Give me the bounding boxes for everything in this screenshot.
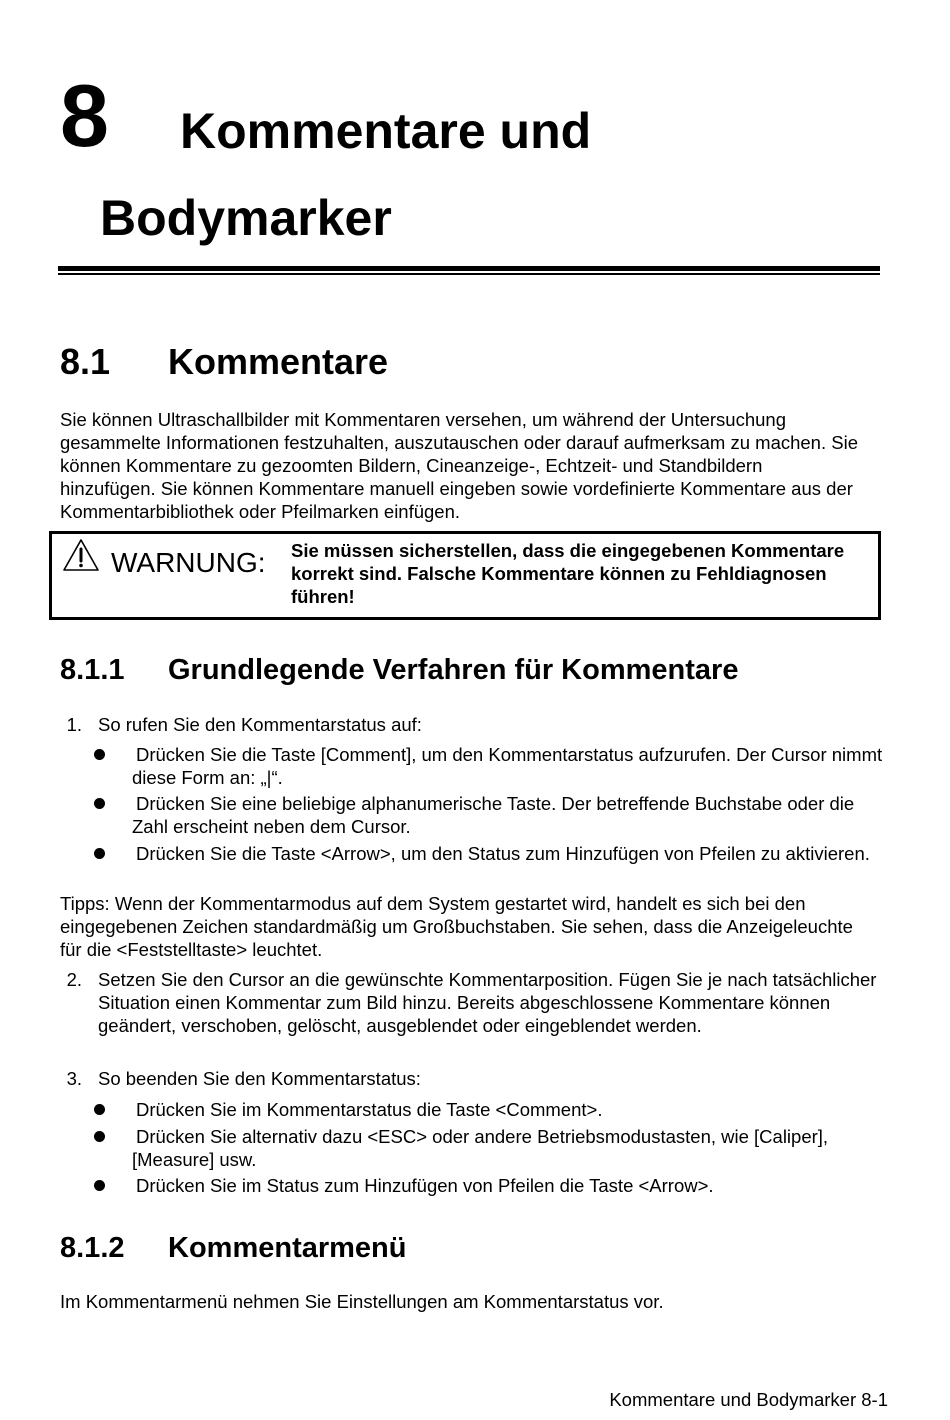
- step-1-text: So rufen Sie den Kommentarstatus auf:: [98, 714, 422, 735]
- section-8-1-2-number: 8.1.2: [60, 1232, 125, 1264]
- section-8-1-number: 8.1: [60, 341, 111, 382]
- chapter-rule-thin: [58, 273, 880, 275]
- step-3-number: 3.: [66, 1068, 82, 1089]
- step-2-number: 2.: [66, 969, 82, 990]
- chapter-number: 8: [60, 66, 109, 165]
- step-3-text: So beenden Sie den Kommentarstatus:: [98, 1068, 421, 1089]
- bullet-icon: [94, 1131, 105, 1142]
- bullet-icon: [94, 848, 105, 859]
- section-8-1-2-text: Im Kommentarmenü nehmen Sie Einstellungen am Kommentarstatus vor.: [60, 1291, 664, 1312]
- warning-label: WARNUNG:: [111, 547, 266, 578]
- bullet-icon: [94, 749, 105, 760]
- tips-text: Tipps: Wenn der Kommentarmodus auf dem System gestartet wird, handelt es sich bei den eingegebenen Zeichen standardmäßig um Großbuchstaben. Sie sehen, dass die Anzeigeleuchte für die <Feststelltaste> leuchtet.: [60, 893, 853, 960]
- step-1-bullet-3: Drücken Sie die Taste <Arrow>, um den Status zum Hinzufügen von Pfeilen zu aktivieren.: [136, 843, 870, 864]
- section-8-1-1-number: 8.1.1: [60, 654, 125, 686]
- bullet-icon: [94, 798, 105, 809]
- bullet-icon: [94, 1104, 105, 1115]
- section-8-1-title: Kommentare: [168, 341, 389, 382]
- section-8-1-intro: Sie können Ultraschallbilder mit Kommentaren versehen, um während der Untersuchung gesammelte Informationen festzuhalten, auszutauschen oder darauf aufmerksam zu machen. Sie können Kommentare zu gezoomten Bildern, Cineanzeige-, Echtzeit- und Standbildern hinzufügen. Sie können Kommentare manuell eingeben sowie vordefinierte Kommentare aus der Kommentarbibliothek oder Pfeilmarken einfügen.: [60, 409, 858, 522]
- step-2-text: Setzen Sie den Cursor an die gewünschte Kommentarposition. Fügen Sie je nach tatsächlicher Situation einen Kommentar zum Bild hinzu. Bereits abgeschlossene Kommentare können geändert, verschoben, gelöscht, ausgeblendet oder eingeblendet werden.: [98, 969, 877, 1036]
- step-1-bullet-2: Drücken Sie eine beliebige alphanumerische Taste. Der betreffende Buchstabe oder die Zahl erscheint neben dem Cursor.: [132, 793, 855, 837]
- bullet-icon: [94, 1180, 105, 1191]
- page-footer: Kommentare und Bodymarker 8-1: [609, 1389, 888, 1410]
- section-8-1-2-title: Kommentarmenü: [168, 1232, 407, 1264]
- step-3-bullet-2: Drücken Sie alternativ dazu <ESC> oder andere Betriebsmodustasten, wie [Caliper], [Measure] usw.: [132, 1126, 829, 1170]
- chapter-title-line1: Kommentare und: [180, 103, 592, 159]
- step-1-bullet-1: Drücken Sie die Taste [Comment], um den Kommentarstatus aufzurufen. Der Cursor nimmt diese Form an: „|“.: [132, 744, 883, 788]
- chapter-rule-thick: [58, 266, 880, 271]
- step-3-bullet-1: Drücken Sie im Kommentarstatus die Taste <Comment>.: [136, 1099, 603, 1120]
- step-1-number: 1.: [66, 714, 82, 735]
- chapter-title-line2: Bodymarker: [100, 190, 392, 246]
- warning-triangle-icon: [62, 538, 100, 572]
- section-8-1-1-title: Grundlegende Verfahren für Kommentare: [168, 654, 739, 686]
- warning-text: Sie müssen sicherstellen, dass die eingegebenen Kommentare korrekt sind. Falsche Kommentare können zu Fehldiagnosen führen!: [291, 540, 845, 607]
- step-3-bullet-3: Drücken Sie im Status zum Hinzufügen von Pfeilen die Taste <Arrow>.: [136, 1175, 714, 1196]
